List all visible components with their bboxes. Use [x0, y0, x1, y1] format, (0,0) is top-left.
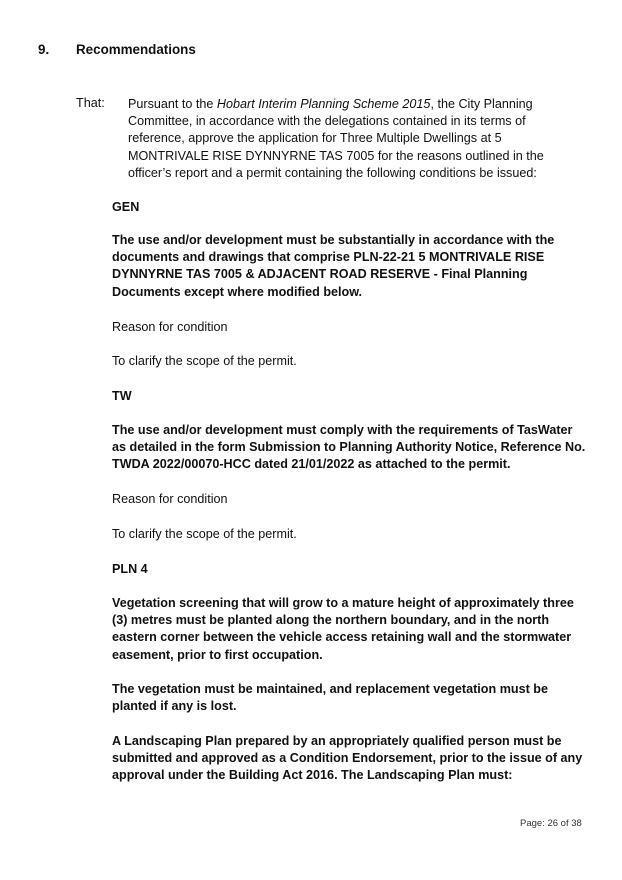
- condition-tw-text: The use and/or development must comply with the requirements of TasWater as detailed in the form Submission to Planning Authority Notice, Reference No. TWDA 2022/00070-HCC dated 21/01/2022 as attached to the permit.: [112, 423, 586, 472]
- intro-text-after: , the City Planning Committee, in accordance with the delegations contained in its terms of reference, approve the application for Three Multiple Dwellings at 5 MONTRIVALE RISE DYNNYRNE TAS 7005 for the reasons outlined in the officer’s report and a permit containing the following conditions be issued:: [128, 97, 544, 180]
- condition-code-tw: TW: [112, 389, 132, 403]
- page-number: Page: 26 of 38: [520, 818, 582, 829]
- tw-reason-text: To clarify the scope of the permit.: [112, 527, 297, 541]
- pln4-paragraph-3: A Landscaping Plan prepared by an appropriately qualified person must be submitted and approved as a Condition Endorsement, prior to the issue of any approval under the Building Act 2016. The Landscaping Plan must:: [112, 734, 583, 783]
- pln4-paragraph-1: Vegetation screening that will grow to a mature height of approximately three (3) metres must be planted along the northern boundary, and in the north eastern corner between the vehicle access retaining wall and the stormwater easement, prior to first occupation.: [112, 596, 574, 662]
- condition-code-pln4: PLN 4: [112, 562, 148, 576]
- tw-reason-label: Reason for condition: [112, 492, 228, 506]
- recommendation-intro: [128, 96, 548, 182]
- condition-gen-text: The use and/or development must be substantially in accordance with the documents and drawings that comprise PLN-22-21 5 MONTRIVALE RISE DYNNYRNE TAS 7005 & ADJACENT ROAD RESERVE - Final Planning Documents except where modified below.: [112, 233, 555, 299]
- pln4-paragraph-2: The vegetation must be maintained, and replacement vegetation must be planted if any is lost.: [112, 682, 548, 714]
- condition-code-gen: GEN: [112, 200, 140, 214]
- that-label: That:: [76, 96, 105, 110]
- section-title: Recommendations: [76, 42, 196, 57]
- section-heading: [38, 42, 196, 57]
- intro-text-before: Pursuant to the: [128, 97, 217, 111]
- planning-scheme-name: Hobart Interim Planning Scheme 2015: [216, 97, 431, 111]
- gen-reason-text: To clarify the scope of the permit.: [112, 354, 297, 368]
- gen-reason-label: Reason for condition: [112, 320, 228, 334]
- section-number: 9.: [38, 42, 50, 57]
